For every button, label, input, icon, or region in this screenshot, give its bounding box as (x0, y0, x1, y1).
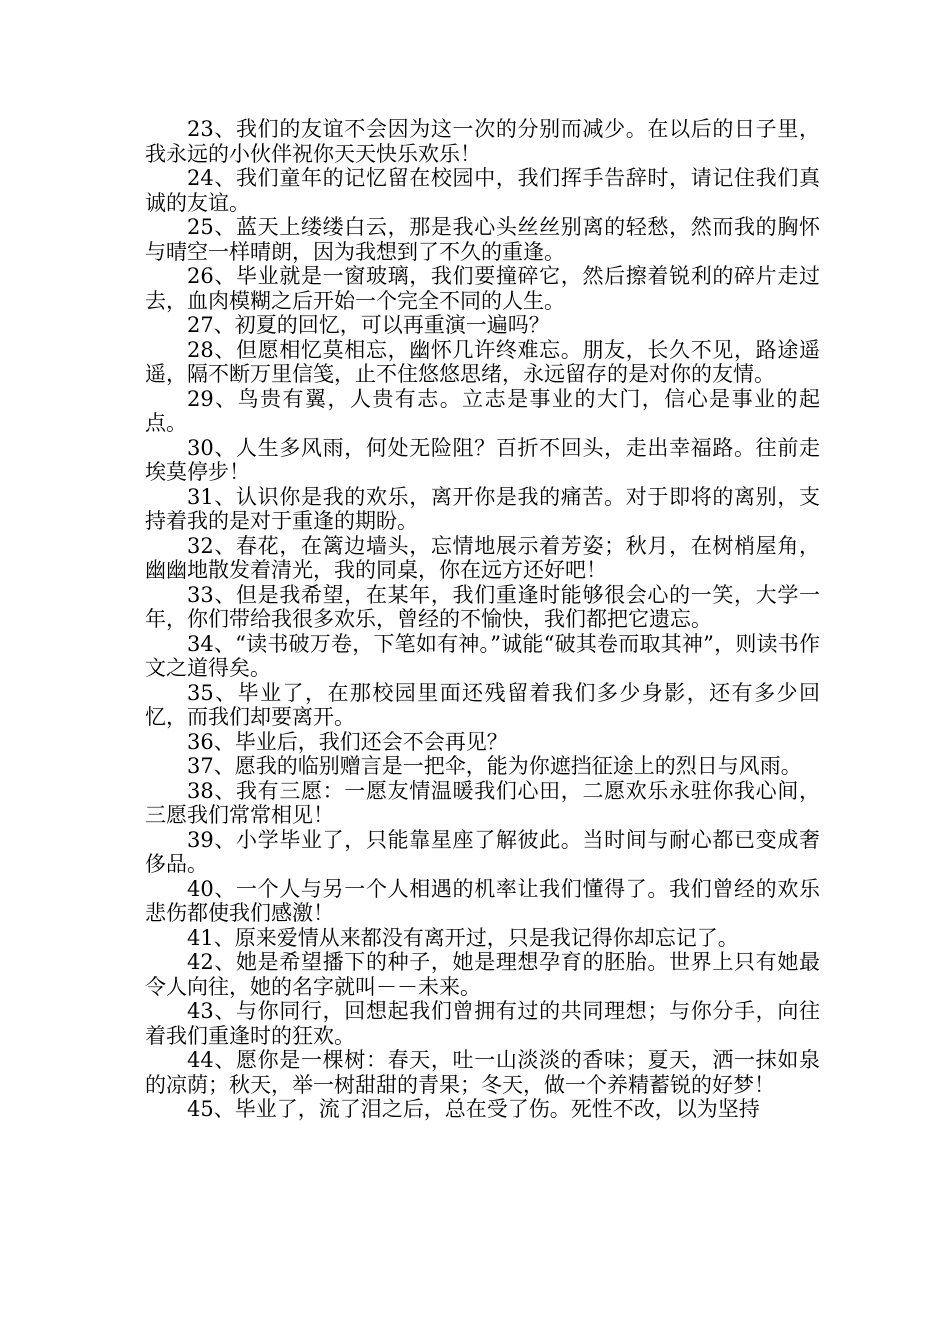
paragraph-43: 43、与你同行，回想起我们曾拥有过的共同理想；与你分手，向往着我们重逢时的狂欢。 (145, 999, 820, 1048)
paragraph-34: 34、“读书破万卷，下笔如有神。”诚能“破其卷而取其神”，则读书作文之道得矣。 (145, 631, 820, 680)
paragraph-38: 38、我有三愿：一愿友情温暖我们心田，二愿欢乐永驻你我心间，三愿我们常常相见！ (145, 778, 820, 827)
paragraph-27: 27、初夏的回忆，可以再重演一遍吗？ (187, 313, 550, 337)
paragraph-24: 24、我们童年的记忆留在校园中，我们挥手告辞时，请记住我们真诚的友谊。 (145, 166, 820, 215)
paragraph-39: 39、小学毕业了，只能靠星座了解彼此。当时间与耐心都已变成奢侈品。 (145, 827, 820, 876)
paragraph-25: 25、蓝天上缕缕白云，那是我心头丝丝别离的轻愁，然而我的胸怀与晴空一样晴朗，因为我想到了不久的重逢。 (145, 215, 820, 264)
paragraph-45: 45、毕业了，流了泪之后，总在受了伤。死性不改，以为坚持 (187, 1097, 760, 1121)
document-body (145, 117, 820, 1122)
paragraph-28: 28、但愿相忆莫相忘，幽怀几许终难忘。朋友，长久不见，路途遥遥，隔不断万里信笺，止不住悠悠思绪，永远留存的是对你的友情。 (145, 337, 820, 386)
paragraph-37: 37、愿我的临别赠言是一把伞，能为你遮挡征途上的烈日与风雨。 (187, 754, 802, 778)
paragraph-35: 35、毕业了，在那校园里面还残留着我们多少身影，还有多少回忆，而我们却要离开。 (145, 680, 820, 729)
paragraph-32: 32、春花，在篱边墙头，忘情地展示着芳姿；秋月，在树梢屋角，幽幽地散发着清光，我的同桌，你在远方还好吧！ (145, 533, 820, 582)
paragraph-42: 42、她是希望播下的种子，她是理想孕育的胚胎。世界上只有她最令人向往，她的名字就叫－－未来。 (145, 950, 820, 999)
paragraph-31: 31、认识你是我的欢乐，离开你是我的痛苦。对于即将的离别，支持着我的是对于重逢的期盼。 (145, 484, 820, 533)
paragraph-36: 36、毕业后，我们还会不会再见？ (187, 729, 508, 754)
paragraph-40: 40、一个人与另一个人相遇的机率让我们懂得了。我们曾经的欢乐悲伤都使我们感激！ (145, 876, 820, 925)
paragraph-23: 23、我们的友谊不会因为这一次的分别而减少。在以后的日子里，我永远的小伙伴祝你天天快乐欢乐！ (145, 117, 820, 166)
paragraph-41: 41、原来爱情从来都没有离开过，只是我记得你却忘记了。 (187, 925, 739, 950)
paragraph-44: 44、愿你是一棵树：春天，吐一山淡淡的香味；夏天，洒一抹如泉的凉荫；秋天，举一树甜甜的青果；冬天，做一个养精蓄锐的好梦！ (145, 1048, 820, 1097)
paragraph-29: 29、鸟贵有翼，人贵有志。立志是事业的大门，信心是事业的起点。 (145, 386, 820, 435)
paragraph-33: 33、但是我希望，在某年，我们重逢时能够很会心的一笑，大学一年，你们带给我很多欢乐，曾经的不愉快，我们都把它遗忘。 (145, 582, 820, 631)
paragraph-26: 26、毕业就是一窗玻璃，我们要撞碎它，然后擦着锐利的碎片走过去，血肉模糊之后开始一个完全不同的人生。 (145, 264, 820, 313)
paragraph-30: 30、人生多风雨，何处无险阻？百折不回头，走出幸福路。往前走埃莫停步！ (145, 435, 820, 484)
